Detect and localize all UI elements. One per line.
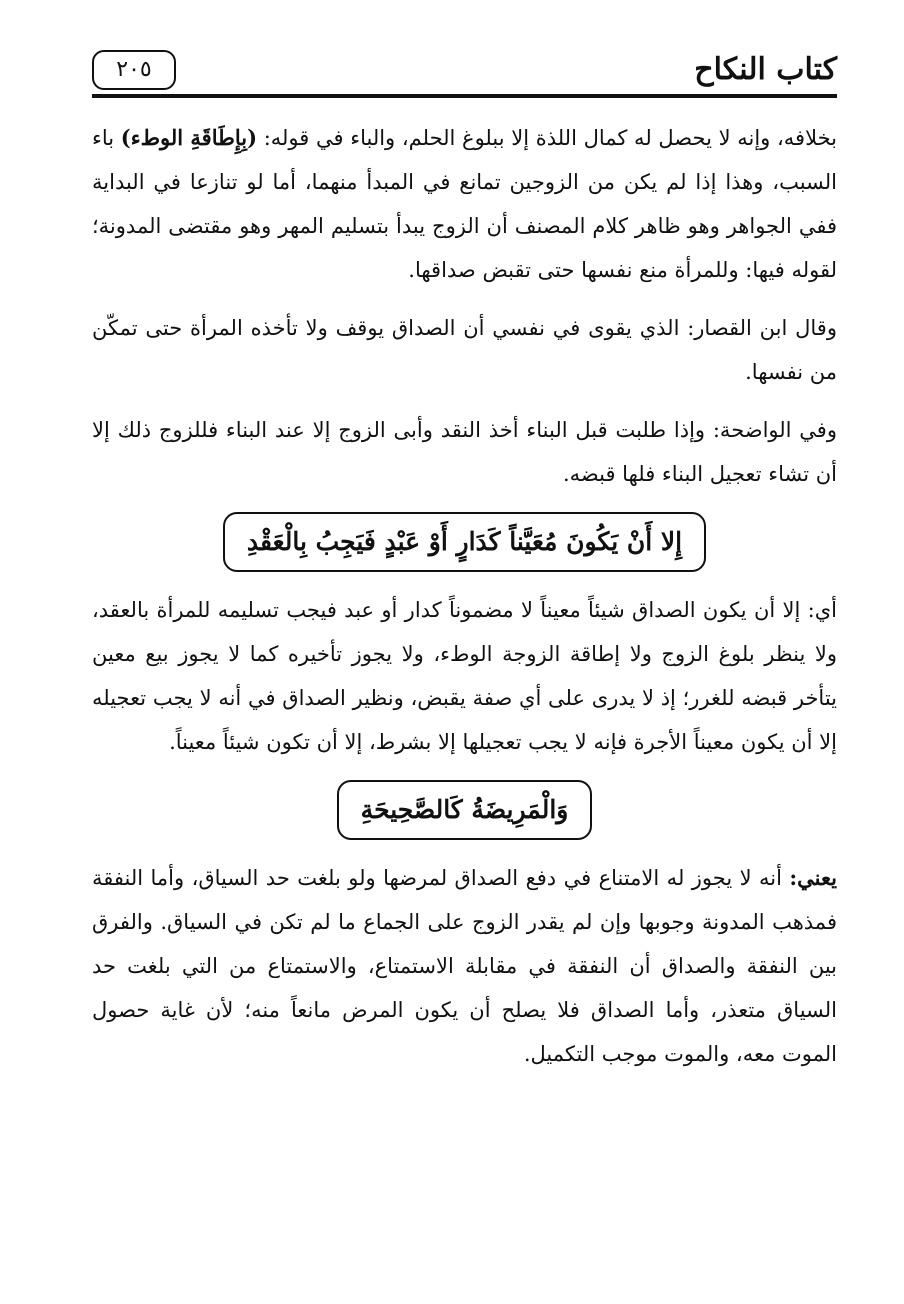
paragraph-1-text-b: باء السبب، وهذا إذا لم يكن من الزوجين تمانع في المبدأ منهما، أما لو تنازعا في البداية ففي الجواهر وهو ظاهر كلام المصنف أن الزوج يبدأ بتسليم المهر وهو مقتضى المدونة؛ لقوله فيها: وللمرأة منع نفسها حتى تقبض صداقها. [92,126,837,282]
paragraph-1-text-a: بخلافه، وإنه لا يحصل له كمال اللذة إلا ببلوغ الحلم، والباء في قوله: [257,126,837,150]
paragraph-2: وقال ابن القصار: الذي يقوى في نفسي أن الصداق يوقف ولا تأخذه المرأة حتى تمكّن من نفسها. [92,316,837,384]
paragraph-1-quote: (بِإِطَاقَةِ الوطء) [120,125,258,150]
paragraph-4: أي: إلا أن يكون الصداق شيئاً معيناً لا مضموناً كدار أو عبد فيجب تسليمه للمرأة بالعقد، ولا ينظر بلوغ الزوج ولا إطاقة الزوجة الوطء، ولا يجوز تأخيره كما لا يجوز بيع معين يتأخر قبضه للغرر؛ إذ لا يدرى على أي صفة يقبض، ونظير الصداق في أنه لا يجب تعجيله إلا أن يكون معيناً الأجرة فإنه لا يجب تعجيلها إلا بشرط، إلا أن تكون شيئاً معيناً. [92,598,837,754]
page-header [92,50,837,96]
book-title: كتاب النكاح [694,52,837,87]
page-number: ٢٠٥ [92,50,176,90]
paragraph-3: وفي الواضحة: وإذا طلبت قبل البناء أخذ النقد وأبى الزوج إلا عند البناء فللزوج ذلك إلا أن تشاء تعجيل البناء فلها قبضه. [92,418,837,486]
matn-box-1: إِلا أَنْ يَكُونَ مُعَيَّناً كَدَارٍ أَوْ عَبْدٍ فَيَجِبُ بِالْعَقْدِ [223,512,706,572]
paragraph-5 [92,856,837,1076]
page-body [92,116,837,1090]
paragraph-5-text: أنه لا يجوز له الامتناع في دفع الصداق لمرضها ولو بلغت حد السياق، وأما النفقة فمذهب المدونة وجوبها وإن لم يقدر الزوج على الجماع ما لم تكن في السياق. والفرق بين النفقة والصداق أن النفقة في مقابلة الاستمتاع، والاستمتاع من التي بلغت حد السياق متعذر، وأما الصداق فلا يصلح أن يكون المرض مانعاً منه؛ لأن غاية حصول الموت معه، والموت موجب التكميل. [92,866,837,1066]
paragraph-5-lead: يعني: [789,865,837,890]
header-rule [92,94,837,98]
matn-box-2: وَالْمَرِيضَةُ كَالصَّحِيحَةِ [337,780,593,840]
paragraph-1 [92,116,837,292]
